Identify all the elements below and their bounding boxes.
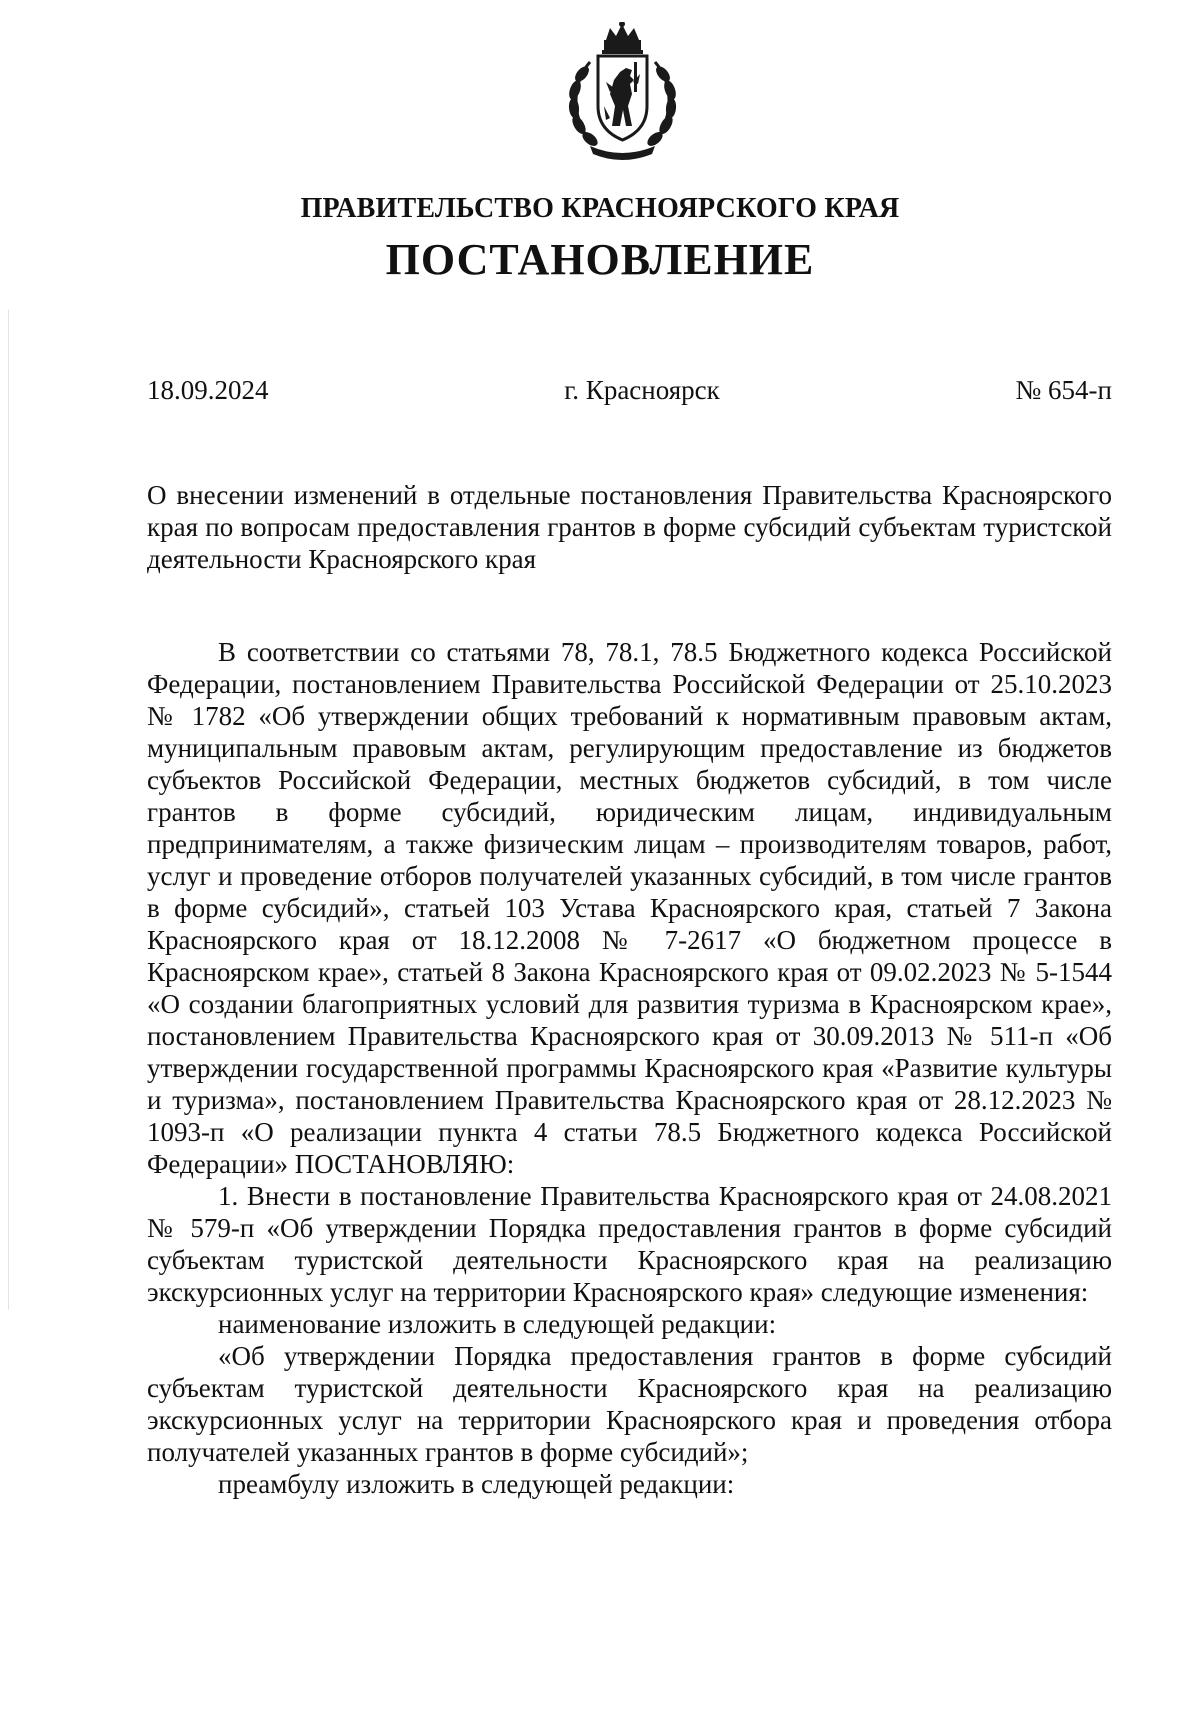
document-city: г. Красноярск: [564, 375, 720, 405]
preamble-change-intro: преамбулу изложить в следующей редакции:: [218, 1469, 735, 1499]
document-body: [147, 636, 1112, 1500]
document-number: № 654-п: [1015, 375, 1112, 405]
item-1-paragraph: 1. Внести в постановление Правительства Красноярского края от 24.08.2021 № 579-п «Об утверждении Порядка предоставления грантов в форме субсидий субъектам туристской деятельности Красноярского края на реализацию экскурсионных услуг на территории Красноярского края» следующие изменения:: [147, 1181, 1112, 1307]
new-name-paragraph: «Об утверждении Порядка предоставления грантов в форме субсидий субъектам туристской деятельности Красноярского края на реализацию экскурсионных услуг на территории Красноярского края и проведения отбора получателей указанных грантов в форме субсидий»;: [147, 1341, 1112, 1467]
government-name: ПРАВИТЕЛЬСТВО КРАСНОЯРСКОГО КРАЯ: [300, 193, 900, 224]
document-date: 18.09.2024: [147, 375, 269, 405]
coat-of-arms-icon: [560, 22, 685, 162]
name-change-intro: наименование изложить в следующей редакции:: [218, 1309, 777, 1339]
scan-edge-line: [8, 310, 9, 1310]
document-type-title: ПОСТАНОВЛЕНИЕ: [385, 235, 815, 284]
document-meta: [147, 375, 1112, 406]
preamble-paragraph: В соответствии со статьями 78, 78.1, 78.5 Бюджетного кодекса Российской Федерации, постановлением Правительства Российской Федерации от 25.10.2023 № 1782 «Об утверждении общих требований к нормативным правовым актам, муниципальным правовым актам, регулирующим предоставление из бюджетов субъектов Российской Федерации, местных бюджетов субсидий, в том числе грантов в форме субсидий, юридическим лицам, индивидуальным предпринимателям, а также физическим лицам – производителям товаров, работ, услуг и проведение отборов получателей указанных субсидий, в том числе грантов в форме субсидий», статьей 103 Устава Красноярского края, статьей 7 Закона Красноярского края от 18.12.2008 № 7-2617 «О бюджетном процессе в Красноярском крае», статьей 8 Закона Красноярского края от 09.02.2023 № 5-1544 «О создании благоприятных условий для развития туризма в Красноярском крае», постановлением Правительства Красноярского края от 30.09.2013 № 511-п «Об утверждении государственной программы Красноярского края «Развитие культуры и туризма», постановлением Правительства Красноярского края от 28.12.2023 № 1093-п «О реализации пункта 4 статьи 78.5 Бюджетного кодекса Российской Федерации» ПОСТАНОВЛЯЮ:: [147, 637, 1112, 1179]
document-subject: О внесении изменений в отдельные постановления Правительства Красноярского края по вопросам предоставления грантов в форме субсидий субъектам туристской деятельности Красноярского края: [147, 480, 1112, 574]
